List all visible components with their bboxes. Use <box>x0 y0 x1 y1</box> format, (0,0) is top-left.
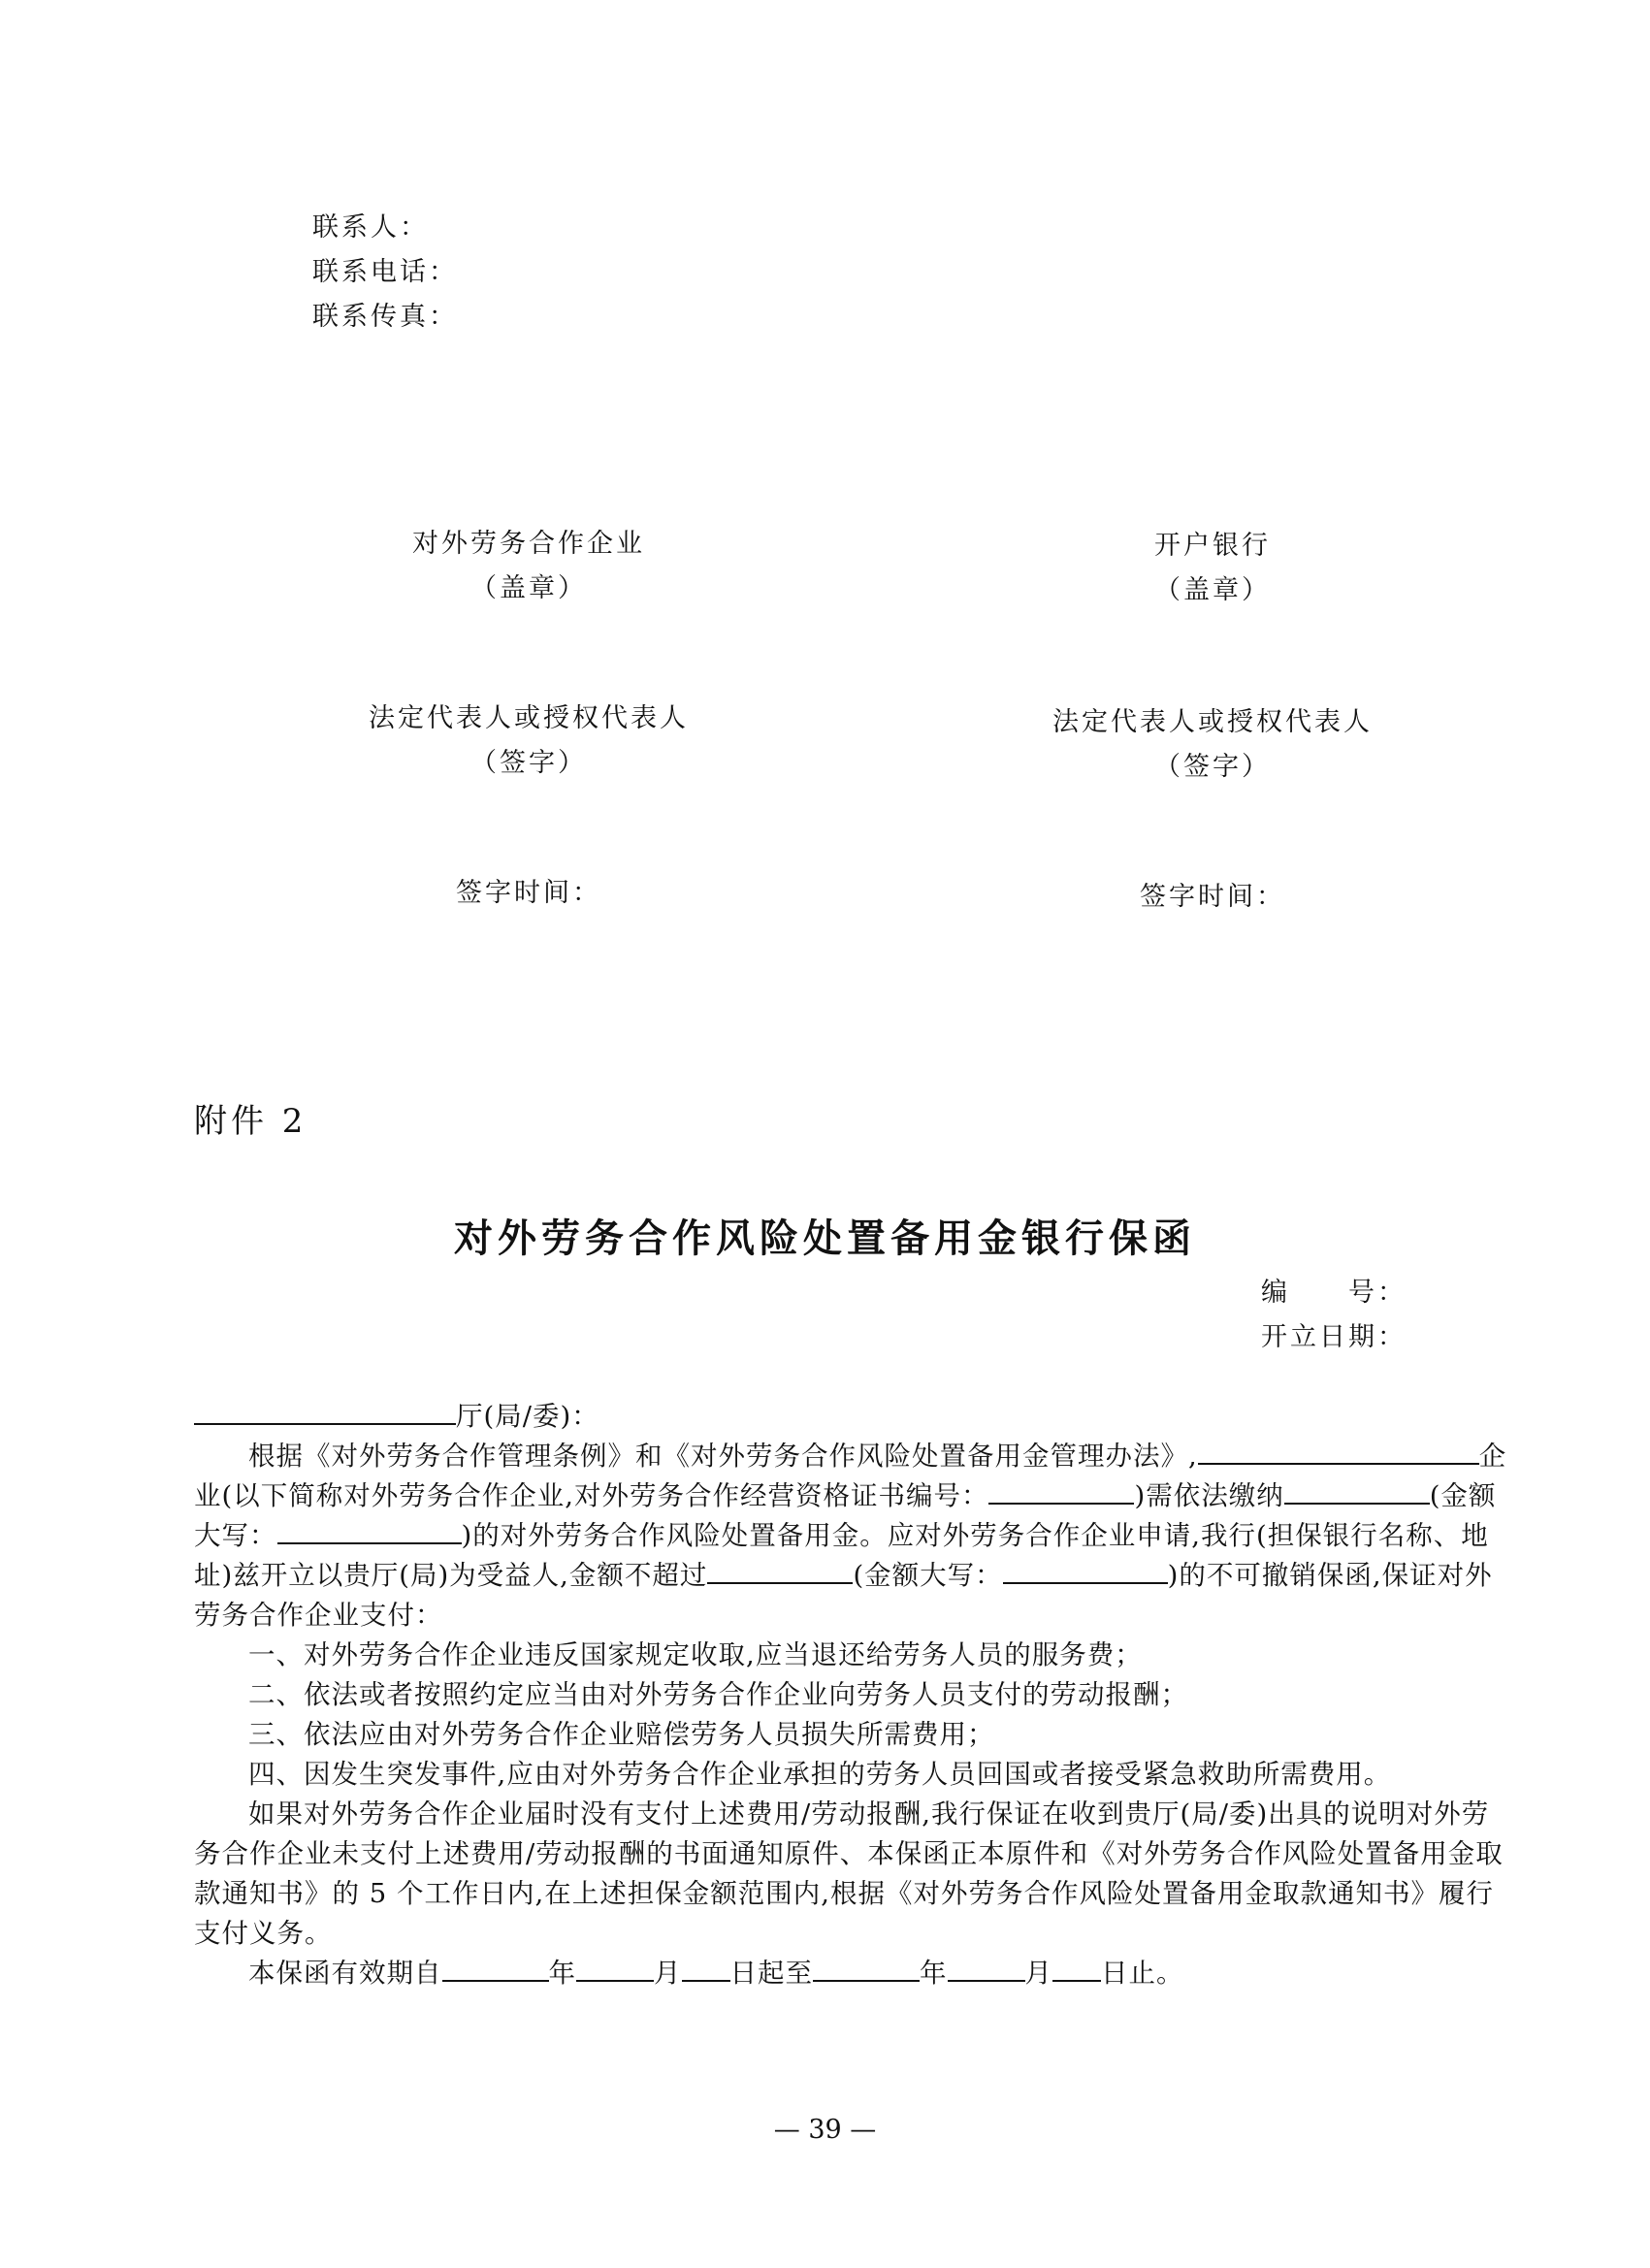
signature-right-seal: （盖章） <box>1154 575 1271 605</box>
signature-right-rep: 法定代表人或授权代表人 <box>1052 707 1373 737</box>
signature-left-sign: （签字） <box>470 748 587 778</box>
signature-right-sign: （签字） <box>1154 752 1271 782</box>
signature-left-seal: （盖章） <box>470 573 587 603</box>
signature-left-org: 对外劳务合作企业 <box>412 529 645 559</box>
addressee-blank <box>194 1398 456 1425</box>
validity-prefix: 本保函有效期自 <box>248 1958 442 1989</box>
contact-phone: 联系电话： <box>312 257 458 287</box>
contact-person: 联系人： <box>312 212 429 243</box>
p1-text-b: 企业(以下简称对外劳务合作企业,对外劳务合作经营资格证书编号： <box>194 1441 1507 1511</box>
paragraph-1 <box>194 1437 1513 1636</box>
to-month-blank <box>948 1955 1025 1982</box>
p1-text-f: (金额大写： <box>853 1560 1003 1591</box>
to-day-blank <box>1052 1955 1101 1982</box>
to-year-blank <box>813 1955 920 1982</box>
from-day-label: 日起至 <box>729 1958 813 1989</box>
list-item-1: 一、对外劳务合作企业违反国家规定收取,应当退还给劳务人员的服务费； <box>248 1639 1143 1670</box>
paragraph-2: 如果对外劳务合作企业届时没有支付上述费用/劳动报酬,我行保证在收到贵厅(局/委)出具的说明对外劳务合作企业未支付上述费用/劳动报酬的书面通知原件、本保函正本原件和《对外劳务合作风险处置备用金取款通知书》的 5 个工作日内,在上述担保金额范围内,根据《对外劳务合作风险处置备用金取款通知书》履行支付义务。 <box>194 1798 1504 1949</box>
page-number: — 39 — <box>773 2115 877 2145</box>
annex-label: 附件 2 <box>194 1102 307 1141</box>
list-item-4: 四、因发生突发事件,应由对外劳务合作企业承担的劳务人员回国或者接受紧急救助所需费用。 <box>248 1759 1392 1790</box>
signature-right-time: 签字时间： <box>1140 882 1285 912</box>
number-label: 编 号： <box>1261 1278 1407 1308</box>
addressee-suffix: 厅(局/委)： <box>456 1401 599 1432</box>
amount-blank <box>1284 1477 1430 1505</box>
p1-text-c: )需依法缴纳 <box>1134 1480 1284 1511</box>
to-month-label: 月 <box>1024 1958 1052 1989</box>
to-day-label: 日止。 <box>1101 1958 1184 1989</box>
validity-line <box>194 1954 1513 1993</box>
p1-text-d: (金额大写： <box>194 1480 1497 1551</box>
from-year-label: 年 <box>548 1958 576 1989</box>
to-year-label: 年 <box>920 1958 948 1989</box>
from-month-blank <box>576 1955 654 1982</box>
amount-words-blank <box>277 1517 462 1544</box>
page-title: 对外劳务合作风险处置备用金银行保函 <box>454 1215 1196 1261</box>
from-month-label: 月 <box>654 1958 682 1989</box>
enterprise-blank <box>1198 1438 1479 1465</box>
signature-left-rep: 法定代表人或授权代表人 <box>369 703 689 733</box>
from-day-blank <box>682 1955 730 1982</box>
contact-fax: 联系传真： <box>312 302 458 332</box>
list-item-3: 三、依法应由对外劳务合作企业赔偿劳务人员损失所需费用； <box>248 1719 995 1750</box>
addressee-line <box>194 1397 1513 1437</box>
license-number-blank <box>988 1477 1134 1505</box>
max-amount-words-blank <box>1003 1557 1168 1584</box>
p1-text-a: 根据《对外劳务合作管理条例》和《对外劳务合作风险处置备用金管理办法》, <box>248 1441 1198 1472</box>
list-item-2: 二、依法或者按照约定应当由对外劳务合作企业向劳务人员支付的劳动报酬； <box>248 1679 1188 1710</box>
p1-text-e: )的对外劳务合作风险处置备用金。应对外劳务合作企业申请,我行(担保银行名称、地址)兹开立以贵厅(局)为受益人,金额不超过 <box>194 1520 1489 1591</box>
signature-right-org: 开户银行 <box>1154 531 1271 561</box>
letter-body <box>194 1397 1513 1993</box>
p1-text-g: )的不可撤销保函,保证对外劳务合作企业支付： <box>194 1560 1493 1631</box>
signature-left-time: 签字时间： <box>456 878 601 908</box>
from-year-blank <box>442 1955 549 1982</box>
issue-date-label: 开立日期： <box>1261 1322 1407 1352</box>
max-amount-blank <box>707 1557 853 1584</box>
